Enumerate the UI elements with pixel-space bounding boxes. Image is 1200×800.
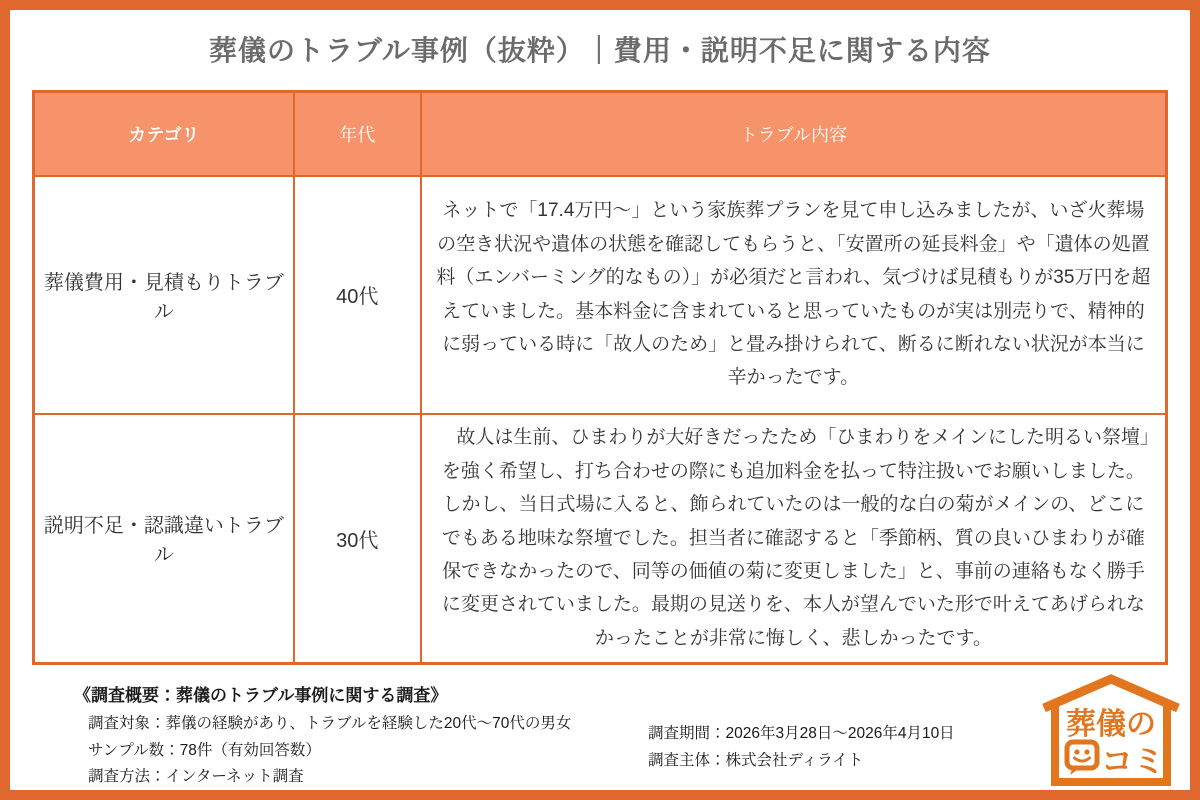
row1-age: 40代 [294,176,421,414]
survey-target: 調査対象：葬儀の経験があり、トラブルを経験した20代～70代の男女 [88,715,572,732]
row1-category: 葬儀費用・見積もりトラブル [34,176,294,414]
table-row [34,176,1167,414]
survey-left-column [74,711,1190,791]
row2-category: 説明不足・認識違いトラブル [34,414,294,664]
table-header-row [34,92,1167,176]
row2-age: 30代 [294,414,421,664]
row1-content: ネットで「17.4万円〜」という家族葬プランを見て申し込みましたが、いざ火葬場の空き状況や遺体の状態を確認してもらうと、「安置所の延長料金」や「遺体の処置料（エンバーミング的なもの）」が必須だと言われ、気づけば見積もりが35万円を超えていました。基本料金に含まれていると思っていたものが実は別売りで、精神的に弱っている時に「故人のため」と畳み掛けられて、断るに断れない状況が本当に辛かったです。 [421,176,1167,414]
header-content: トラブル内容 [421,92,1167,176]
table-row [34,414,1167,664]
page-title: 葬儀のトラブル事例（抜粋）｜費用・説明不足に関する内容 [209,35,991,66]
survey-method: 調査方法：インターネット調査 [88,768,304,786]
survey-right-column [634,721,955,774]
logo-text-line1: 葬儀の [1066,708,1156,741]
row2-content: 故人は生前、ひまわりが大好きだったため「ひまわりをメインにした明るい祭壇」を強く希望し、打ち合わせの際にも追加料金を払って特注扱いでお願いしました。しかし、当日式場に入ると、飾られていたのは一般的な白の菊がメインの、どこにでもある地味な祭壇でした。担当者に確認すると「季節柄、質の良いひまわりが確保できなかったので、同等の価値の菊に変更しました」と、事前の連絡もなく勝手に変更されていました。最期の見送りを、本人が望んでいた形で叶えてあげられなかったことが非常に悔しく、悲しかったです。 [421,414,1167,664]
logo-text-line2: コミ [1100,743,1166,779]
house-logo-icon [1040,672,1182,790]
survey-overview [74,681,1190,791]
survey-period: 調査期間：2026年3月28日～2026年4月10日 [648,725,955,742]
speech-bubble-smiley-icon [1067,742,1097,775]
survey-heading: 《調査概要：葬儀のトラブル事例に関する調査》 [74,686,448,705]
logo-roof-icon [1044,679,1178,708]
header-category: カテゴリ [34,92,294,176]
table-header [34,92,1167,176]
sougi-no-kuchikomi-logo [1040,672,1182,790]
header-age: 年代 [294,92,421,176]
trouble-cases-table [32,90,1168,665]
survey-sample-size: サンプル数：78件（有効回答数） [88,741,321,759]
survey-organizer: 調査主体：株式会社ディライト [648,751,864,769]
